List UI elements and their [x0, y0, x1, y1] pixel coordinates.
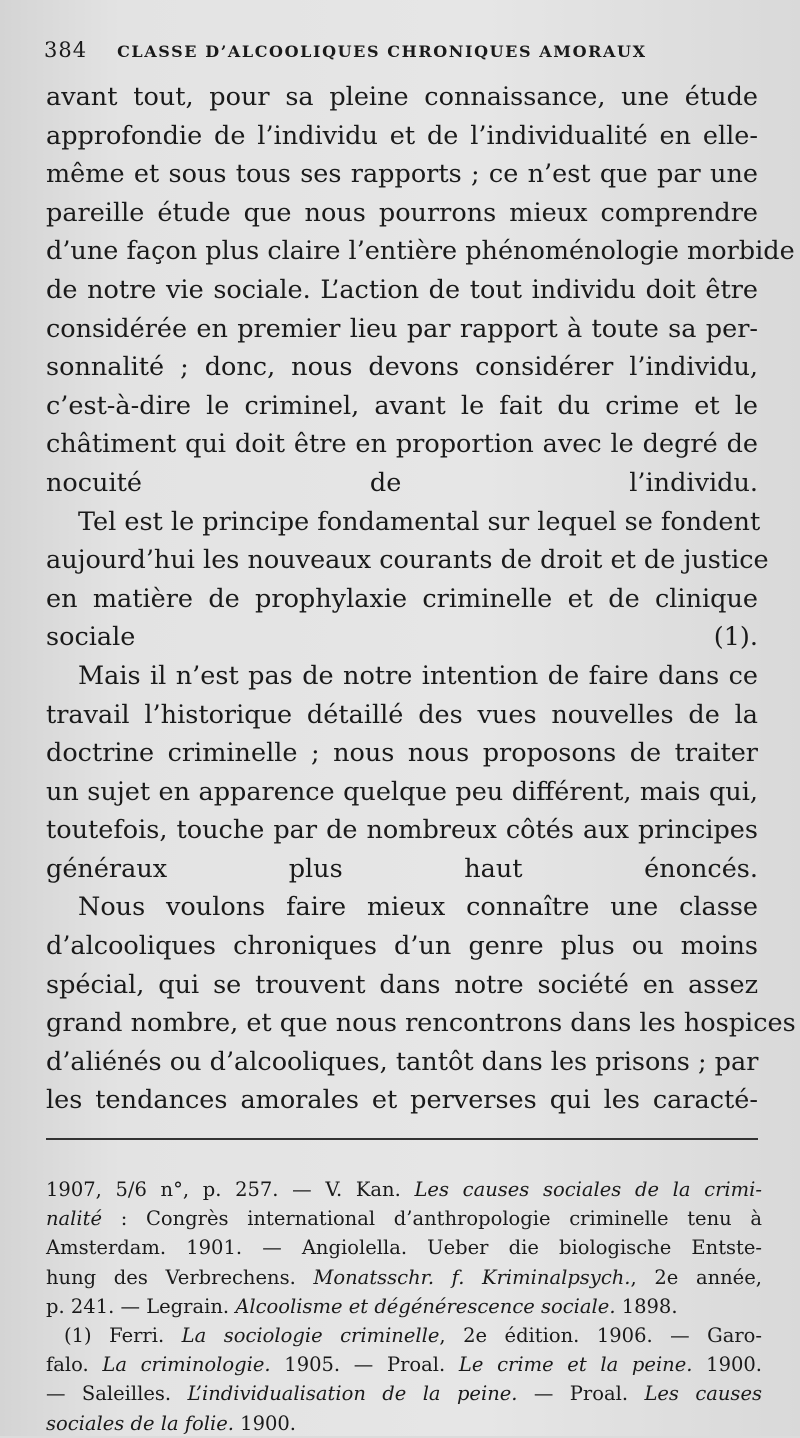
- text-line: un sujet en apparence quelque peu différent, mais qui,: [46, 776, 758, 807]
- page-number: 384: [44, 38, 88, 62]
- paragraph-4: [46, 888, 796, 1120]
- text-line: aujourd’hui les nouveaux courants de droit et de justice: [46, 545, 769, 576]
- footnote-line: p. 241. — Legrain. Alcoolisme et dégénérescence sociale. 1898.: [46, 1294, 678, 1318]
- footnote-line: nalité : Congrès international d’anthropologie criminelle tenu à: [46, 1207, 762, 1231]
- footnote-line: 1907, 5/6 n°, p. 257. — V. Kan. Les causes sociales de la crimi-: [46, 1178, 762, 1201]
- text-line: de notre vie sociale. L’action de tout individu doit être: [46, 274, 758, 305]
- paragraph-1: [46, 78, 795, 503]
- text-line: châtiment qui doit être en proportion avec le degré de: [46, 429, 758, 460]
- text-line: c’est-à-dire le criminel, avant le fait du crime et le: [46, 390, 758, 421]
- paragraph-2: [46, 503, 769, 657]
- text-line: sonnalité ; donc, nous devons considérer l’individu,: [46, 352, 758, 383]
- text-line: grand nombre, et que nous rencontrons dans les hospices: [46, 1008, 796, 1039]
- text-line: Tel est le principe fondamental sur lequel se fondent: [78, 506, 761, 537]
- footnote-line: (1) Ferri. La sociologie criminelle, 2e édition. 1906. — Garo-: [64, 1324, 762, 1348]
- text-line: Mais il n’est pas de notre intention de faire dans ce: [78, 660, 758, 691]
- text-line: Nous voulons faire mieux connaître une classe: [78, 892, 758, 923]
- text-line: doctrine criminelle ; nous nous proposons de traiter: [46, 738, 758, 769]
- footnotes: [46, 1175, 762, 1438]
- running-head: CLASSE D’ALCOOLIQUES CHRONIQUES AMORAUX: [117, 42, 647, 61]
- text-line: travail l’historique détaillé des vues nouvelles de la: [46, 699, 758, 730]
- text-line: même et sous tous ses rapports ; ce n’est que par une: [46, 159, 758, 190]
- footnote-line: falo. La criminologie. 1905. — Proal. Le crime et la peine. 1900.: [46, 1353, 762, 1377]
- footnote-rule: [46, 1138, 758, 1140]
- text-line: spécial, qui se trouvent dans notre société en assez: [46, 969, 758, 1000]
- text-line: considérée en premier lieu par rapport à toute sa per-: [46, 313, 758, 344]
- text-line: pareille étude que nous pourrons mieux comprendre: [46, 197, 758, 228]
- text-line: toutefois, touche par de nombreux côtés aux principes: [46, 815, 758, 846]
- text-line: sociale (1).: [46, 622, 758, 653]
- body-text: [46, 78, 796, 1120]
- text-line: les tendances amorales et perverses qui les caracté-: [46, 1085, 758, 1116]
- paragraph-3: [46, 657, 758, 889]
- page-header: [44, 38, 756, 74]
- text-line: d’une façon plus claire l’entière phénoménologie morbide: [46, 236, 795, 267]
- footnote-line: — Saleilles. L’individualisation de la peine. — Proal. Les causes: [46, 1382, 762, 1406]
- text-line: en matière de prophylaxie criminelle et de clinique: [46, 583, 758, 614]
- footnote-line: Amsterdam. 1901. — Angiolella. Ueber die biologische Entste-: [46, 1236, 762, 1260]
- text-line: d’aliénés ou d’alcooliques, tantôt dans les prisons ; par: [46, 1046, 759, 1077]
- footnote-line: sociales de la folie. 1900.: [46, 1411, 296, 1435]
- text-line: d’alcooliques chroniques d’un genre plus ou moins: [46, 931, 758, 962]
- text-line: généraux plus haut énoncés.: [46, 853, 758, 884]
- text-line: nocuité de l’individu.: [46, 467, 758, 498]
- footnote-line: hung des Verbrechens. Monatsschr. f. Kriminalpsych., 2e année,: [46, 1265, 762, 1289]
- text-line: approfondie de l’individu et de l’individualité en elle-: [46, 120, 758, 151]
- text-line: avant tout, pour sa pleine connaissance, une étude: [46, 82, 758, 112]
